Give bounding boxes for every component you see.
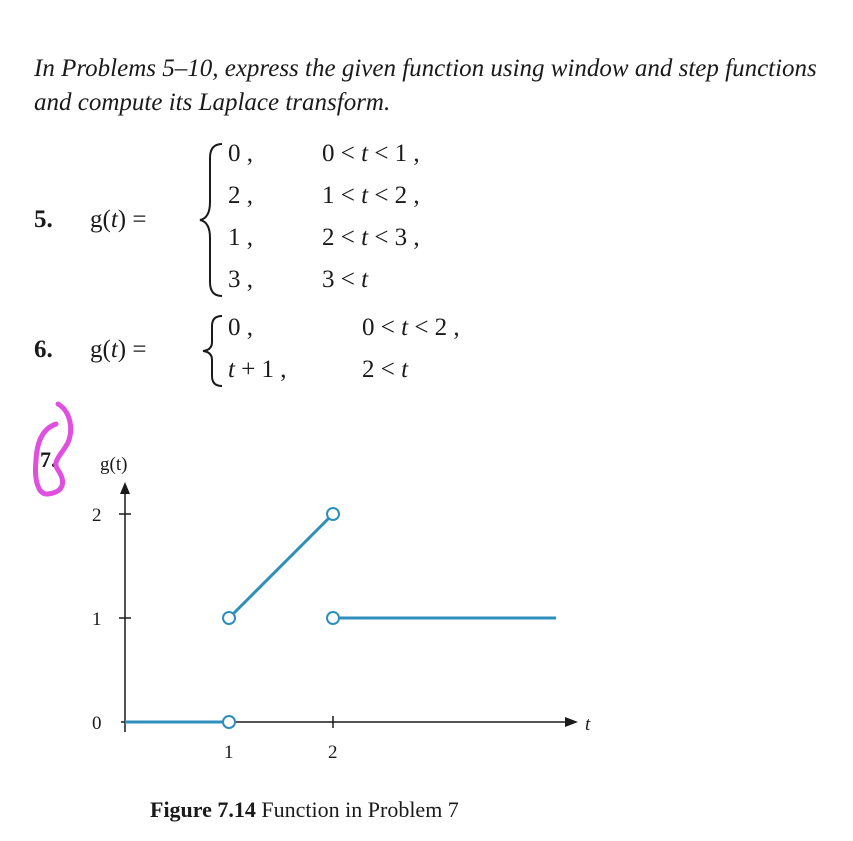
problem-7-number: 7.: [40, 447, 57, 472]
x-tick-label: 2: [328, 742, 338, 763]
problem-6-lhs: g(t) =: [90, 336, 147, 363]
p6-case-2-value: t + 1 ,: [228, 356, 287, 383]
p5-case-1-value: 0 ,: [228, 140, 253, 167]
y-axis-label: g(t): [100, 454, 128, 475]
function-segment: [229, 514, 333, 618]
figure-caption-label: Figure 7.14: [150, 797, 256, 822]
x-axis-arrow: [565, 717, 578, 727]
open-point: [327, 508, 339, 520]
p5-case-3-value: 1 ,: [228, 224, 253, 251]
open-point: [223, 716, 235, 728]
figure-caption: [150, 797, 459, 823]
problem-5-number: 5.: [34, 206, 53, 233]
x-axis-label: t: [585, 714, 591, 735]
p5-case-1-condition: 0 < t < 1 ,: [322, 140, 420, 167]
p6-case-2-condition: 2 < t: [362, 356, 409, 383]
x-tick-label: 1: [224, 742, 234, 763]
p5-case-2-value: 2 ,: [228, 182, 253, 209]
open-point: [327, 612, 339, 624]
p6-case-1-condition: 0 < t < 2 ,: [362, 314, 460, 341]
problem-intro: In Problems 5–10, express the given function using window and step functions and compute its Laplace transform.: [34, 55, 817, 116]
y-tick-label: 1: [92, 609, 102, 630]
p5-case-3-condition: 2 < t < 3 ,: [322, 224, 420, 251]
figure-caption-text: Function in Problem 7: [261, 797, 459, 822]
y-axis-arrow: [120, 482, 130, 494]
p5-case-2-condition: 1 < t < 2 ,: [322, 182, 420, 209]
p5-case-4-value: 3 ,: [228, 266, 253, 293]
y-tick-label: 0: [92, 713, 102, 734]
problem-5-lhs: g(t) =: [90, 206, 147, 233]
p6-case-1-value: 0 ,: [228, 314, 253, 341]
open-point: [223, 612, 235, 624]
y-tick-label: 2: [92, 505, 102, 526]
p5-case-4-condition: 3 < t: [322, 266, 369, 293]
problem-6-number: 6.: [34, 336, 53, 363]
